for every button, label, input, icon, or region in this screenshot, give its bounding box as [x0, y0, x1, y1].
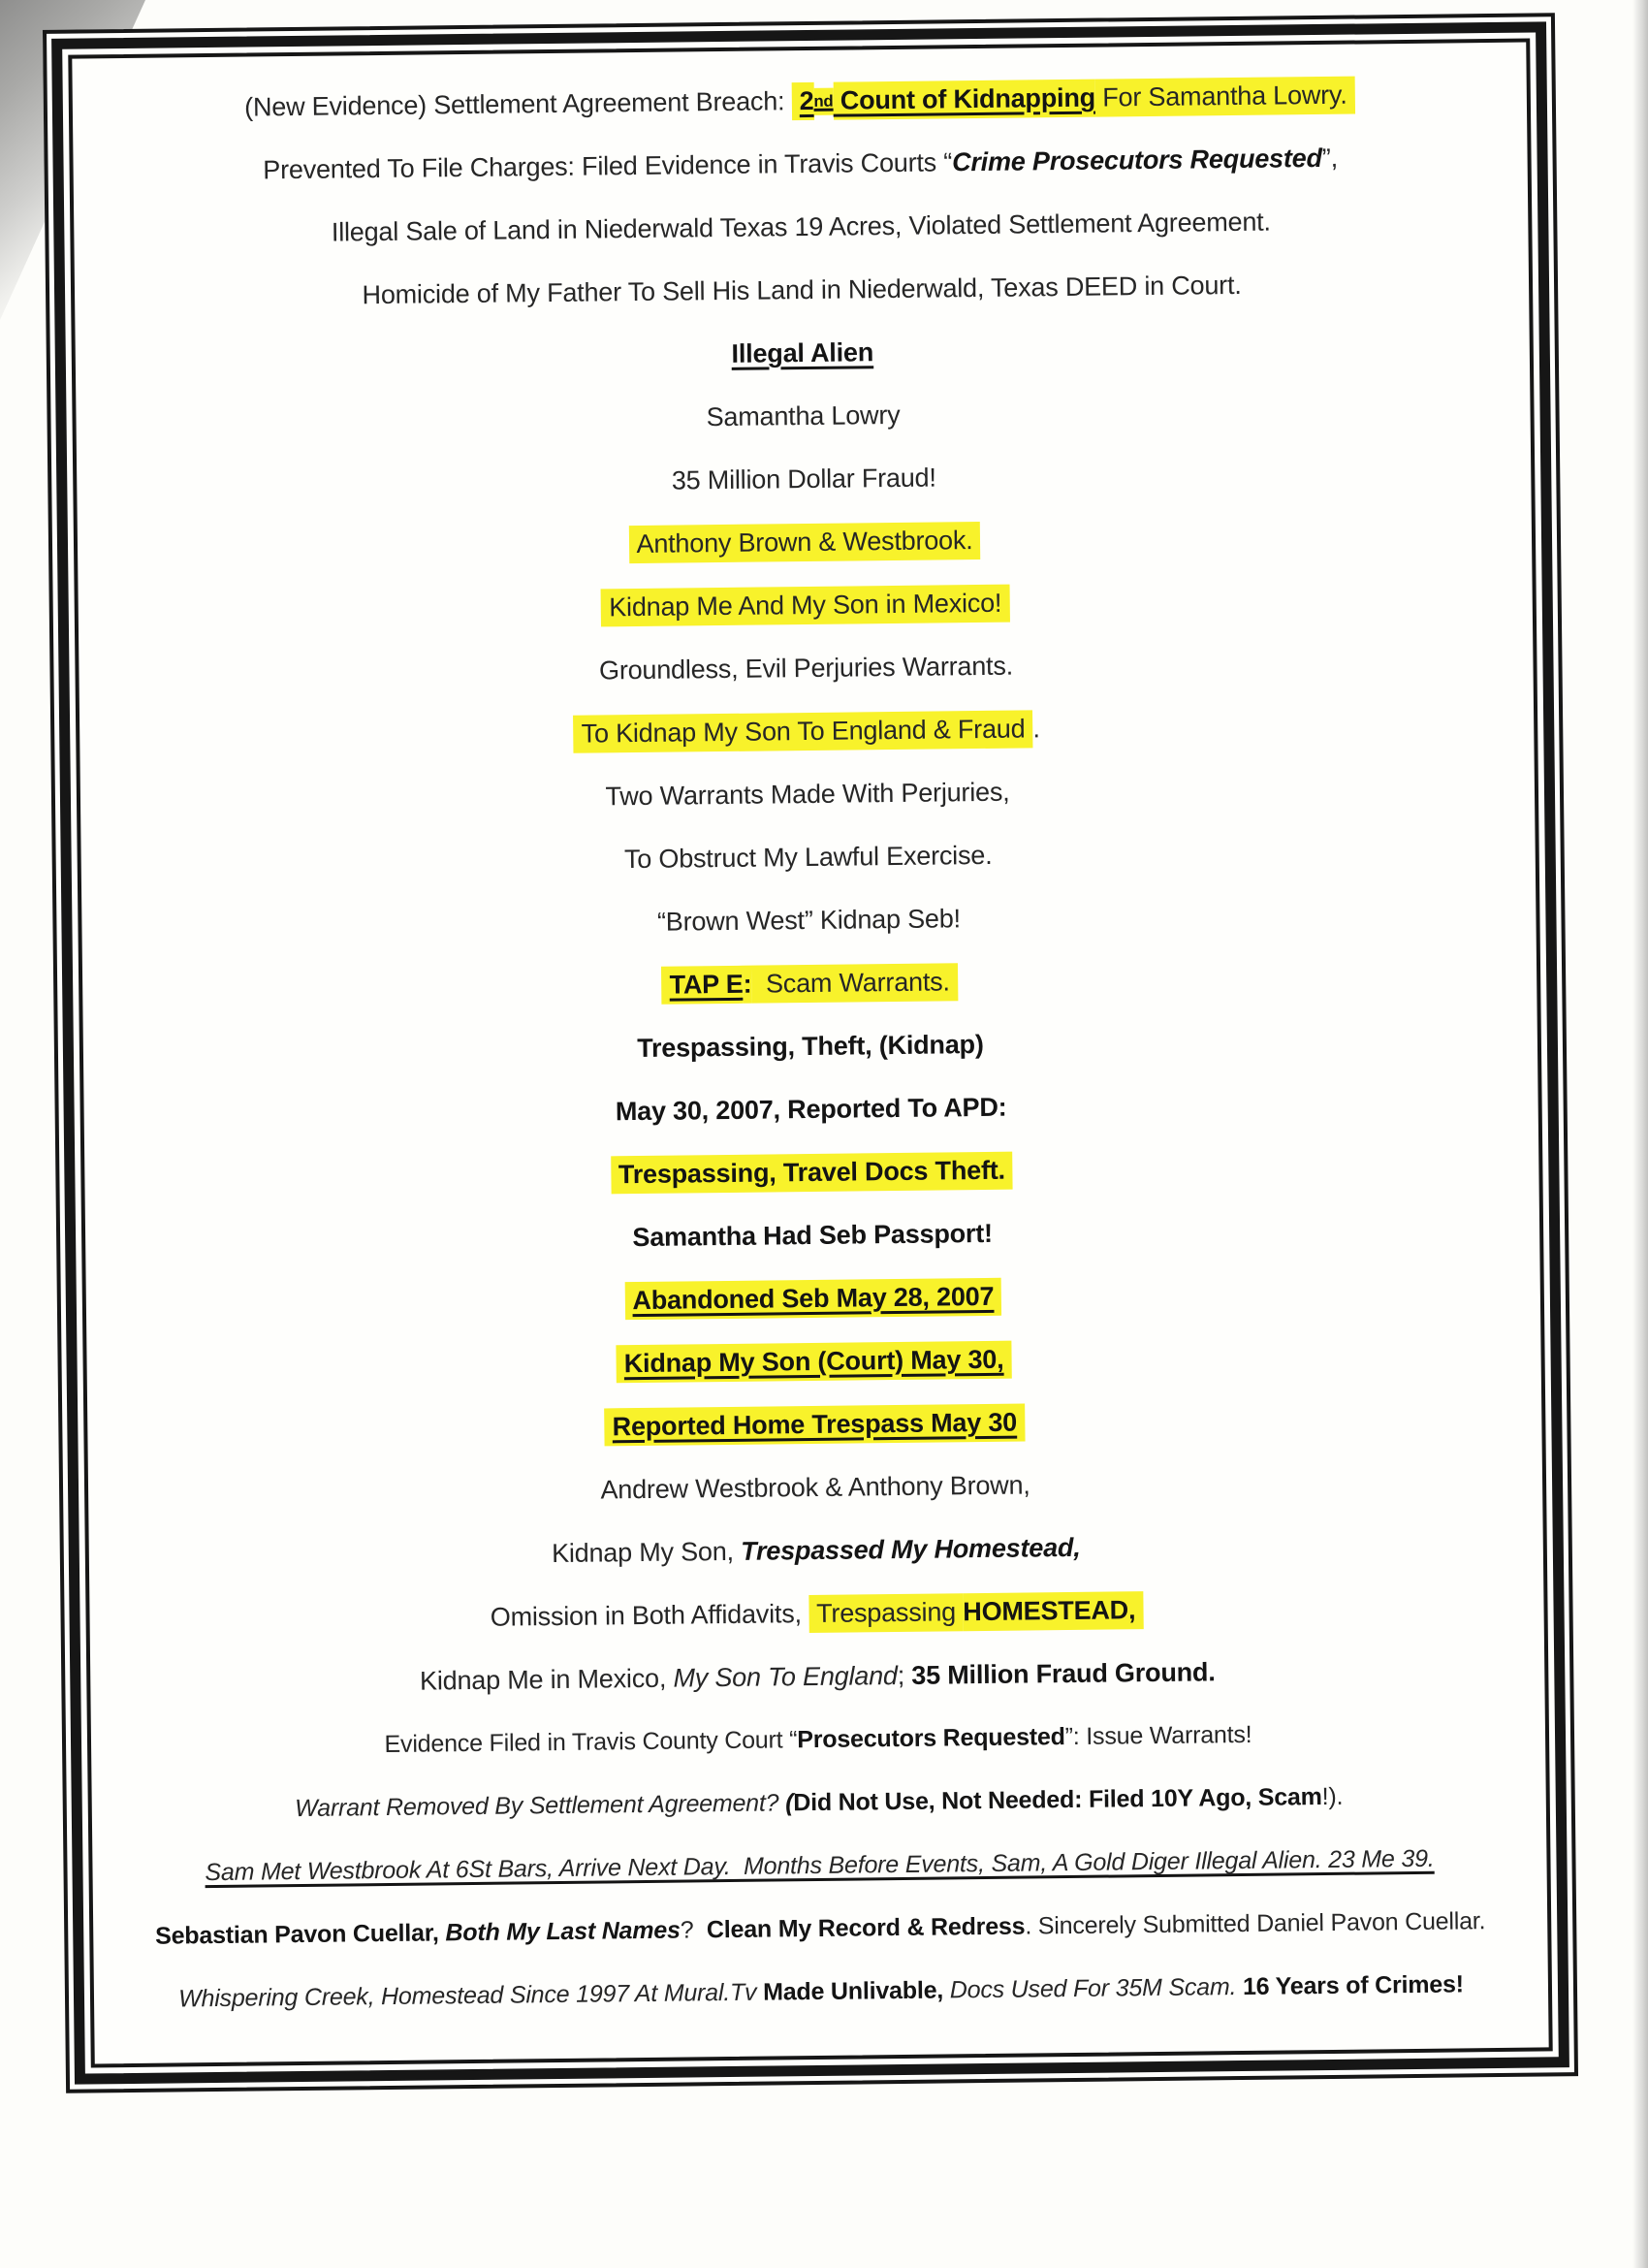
text-segment: To Obstruct My Lawful Exercise. [623, 840, 993, 875]
text-segment: Trespassed My Homestead, [741, 1532, 1081, 1566]
text-segment: Omission in Both Affidavits, [490, 1599, 809, 1632]
text-segment: Samantha Had Seb Passport! [632, 1218, 993, 1253]
text-segment: 2 [791, 82, 813, 120]
text-segment: 35 Million Dollar Fraud! [671, 463, 936, 495]
text-segment: ; [897, 1660, 912, 1691]
page-edge-shadow [1632, 0, 1648, 2268]
text-segment: 16 Years of Crimes! [1242, 1970, 1464, 2001]
document-frame-inner-border [68, 39, 1552, 2068]
text-segment: Crime Prosecutors Requested [951, 143, 1322, 177]
text-segment: Groundless, Evil Perjuries Warrants. [598, 651, 1014, 686]
text-segment: Kidnap Me in Mexico, [419, 1663, 674, 1696]
text-segment: “Brown West” Kidnap Seb! [656, 904, 962, 937]
text-segment: Did Not Use, Not Needed: Filed 10Y Ago, Scam [793, 1783, 1322, 1817]
text-segment: Illegal Sale of Land in Niederwald Texas 19 Acres, Violated Settlement Agreement. [331, 207, 1271, 247]
text-segment: Samantha Lowry [706, 399, 901, 432]
text-segment: Homicide of My Father To Sell His Land in Niederwald, Texas DEED in Court. [362, 270, 1242, 310]
text-segment: To Kidnap My Son To England & Fraud [573, 710, 1032, 752]
text-segment: Evidence Filed in Travis County Court “ [384, 1726, 798, 1759]
text-segment: nd [813, 87, 833, 114]
text-segment: Trespassing, Theft, (Kidnap) [637, 1029, 984, 1064]
text-segment: Clean My Record & Redress [706, 1912, 1026, 1944]
text-segment: Made Unlivable, [762, 1976, 950, 2006]
text-segment: Illegal Alien [731, 337, 874, 368]
text-segment: Reported Home Trespass May 30 [604, 1404, 1025, 1447]
document-frame-middle-border [51, 21, 1569, 2084]
text-segment: (New Evidence) Settlement Agreement Breach: [244, 86, 792, 122]
text-segment: For Samantha Lowry. [1095, 77, 1355, 117]
text-segment: !). [1321, 1782, 1344, 1811]
text-segment: My Son To England [673, 1661, 898, 1693]
text-segment: ”, [1321, 143, 1339, 173]
text-segment: HOMESTEAD, [963, 1591, 1143, 1631]
text-segment: Both My Last Names [445, 1916, 681, 1947]
text-segment: Trespassing [808, 1593, 964, 1633]
text-segment: ”: Issue Warrants! [1064, 1720, 1252, 1751]
document-body [82, 62, 1539, 2032]
text-segment: May 30, 2007, Reported To APD: [615, 1092, 1007, 1127]
text-segment: Kidnap My Son (Court) May 30, [617, 1341, 1012, 1384]
text-segment: ? [680, 1916, 708, 1944]
text-segment: . [1032, 714, 1040, 744]
text-segment: . Sincerely Submitted Daniel Pavon Cuellar. [1025, 1907, 1486, 1940]
text-segment: TAP E [661, 966, 743, 1005]
text-segment: 35 Million Fraud Ground. [911, 1657, 1216, 1690]
text-segment: Anthony Brown & Westbrook. [628, 522, 980, 563]
text-segment: Sam Met Westbrook At 6St Bars, Arrive Next Day. Months Before Events, Sam, A Gold Diger Illegal Alien. 23 Me 39. [205, 1844, 1435, 1887]
text-segment: Count of Kidnapping [833, 80, 1095, 120]
text-segment: Scam Warrants. [751, 963, 958, 1003]
text-segment: Two Warrants Made With Perjuries, [605, 777, 1010, 812]
text-segment: Abandoned Seb May 28, 2007 [624, 1278, 1001, 1320]
text-segment: Andrew Westbrook & Anthony Brown, [600, 1470, 1030, 1505]
text-segment: Whispering Creek, Homestead Since 1997 At Mural.Tv [177, 1978, 764, 2013]
text-segment: Kidnap Me And My Son in Mexico! [601, 585, 1009, 627]
text-segment: ( [784, 1789, 794, 1817]
text-segment: Prevented To File Charges: Filed Evidence in Travis Courts “ [263, 147, 953, 185]
text-segment: Prosecutors Requested [797, 1723, 1065, 1754]
text-segment: Warrant Removed By Settlement Agreement? [295, 1789, 786, 1823]
text-segment: Docs Used For 35M Scam. [949, 1973, 1244, 2004]
text-segment: Sebastian Pavon Cuellar, [155, 1919, 446, 1950]
document-frame [43, 13, 1578, 2093]
text-segment: : [743, 966, 751, 1004]
text-segment: Trespassing, Travel Docs Theft. [611, 1152, 1013, 1195]
text-segment: Kidnap My Son, [551, 1536, 742, 1569]
